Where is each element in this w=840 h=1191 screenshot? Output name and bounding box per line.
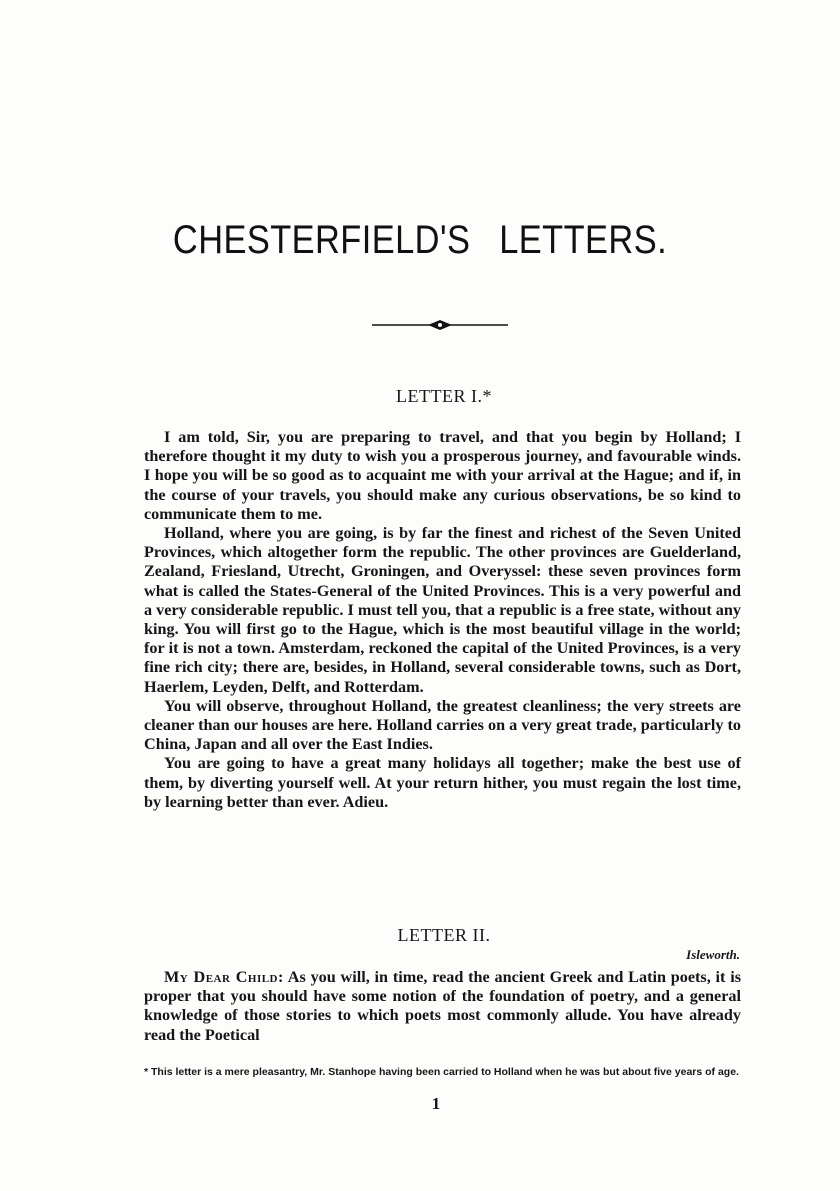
letter-1-paragraph: Holland, where you are going, is by far the finest and richest of the Seven United Provinces, which altogether form the republic. The other provinces are Guelderland, Zealand, Friesland, Utrecht, Groningen, and Overyssel: these seven provinces form what is called the States-General of the United Provinces. This is a very powerful and a very considerable republic. I must tell you, that a republic is a free state, without any king. You will first go to the Hague, which is the most beautiful village in the world; for it is not a town. Amsterdam, reckoned the capital of the United Provinces, is a very fine rich city; there are, besides, in Holland, several considerable towns, such as Dort, Haerlem, Leyden, Delft, and Rotterdam. <box>144 524 741 696</box>
footnote: * This letter is a mere pleasantry, Mr. Stanhope having been carried to Holland when he was but about five years of age. <box>144 1066 739 1078</box>
letter-2-paragraph <box>144 968 741 1045</box>
letter-1-body <box>144 428 741 812</box>
letter-1-paragraph: I am told, Sir, you are preparing to travel, and that you begin by Holland; I therefore thought it my duty to wish you a prosperous journey, and favourable winds. I hope you will be so good as to acquaint me with your arrival at the Hague; and if, in the course of your travels, you should make any curious observations, be so kind to communicate them to me. <box>144 428 741 523</box>
letter-2-salutation: My Dear Child: <box>164 968 284 986</box>
letter-2-text: As you will, in time, read the ancient Greek and Latin poets, it is proper that you should have some notion of the foundation of poetry, and a general knowledge of those stories to which poets most commonly allude. You have already read the Poetical <box>144 968 742 1044</box>
letter-2-place: Isleworth. <box>686 947 740 962</box>
book-title: CHESTERFIELD'S LETTERS. <box>172 218 668 262</box>
ornament-divider-icon <box>372 318 508 332</box>
letter-2-body <box>144 968 741 1045</box>
page-number: 1 <box>431 1094 441 1113</box>
letter-1-heading: LETTER I.* <box>396 386 492 406</box>
letter-1-paragraph: You will observe, throughout Holland, the greatest cleanliness; the very streets are cleaner than our houses are here. Holland carries on a very great trade, particularly to China, Japan and all over the East Indies. <box>144 696 741 754</box>
letter-1-paragraph: You are going to have a great many holidays all together; make the best use of them, by diverting yourself well. At your return hither, you must regain the lost time, by learning better than ever. Adieu. <box>144 754 741 811</box>
letter-2-heading: LETTER II. <box>397 925 491 945</box>
